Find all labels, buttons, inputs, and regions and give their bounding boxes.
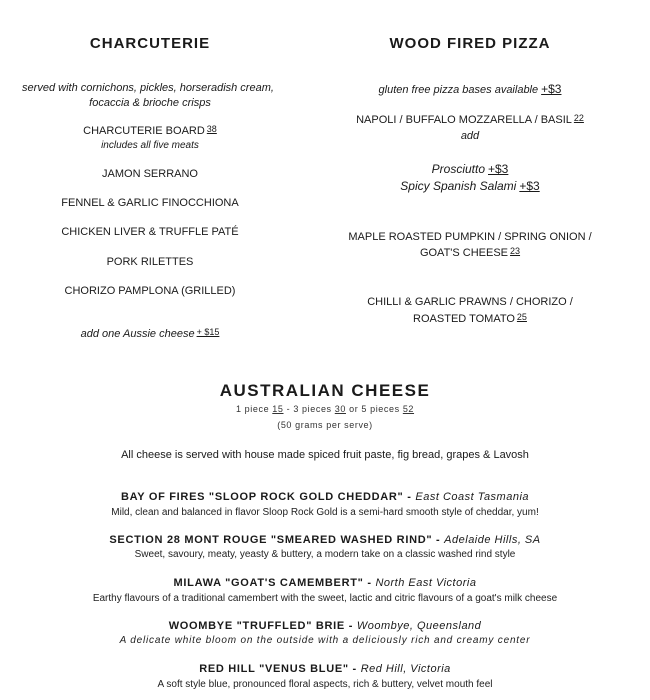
cheese-region: Red Hill, Victoria (360, 663, 451, 675)
gluten-label: gluten free pizza bases available (378, 84, 539, 96)
cheese-item-name (0, 661, 650, 677)
cheese-name: RED HILL "VENUS BLUE" - (199, 663, 357, 675)
cheese-item-name (0, 575, 650, 591)
cheese-pricing (0, 401, 650, 417)
cheese-name: SECTION 28 MONT ROUGE "SMEARED WASHED RIND" - (109, 534, 441, 546)
cheese-region: Adelaide Hills, SA (444, 534, 541, 546)
charcuterie-heading: CHARCUTERIE (89, 35, 211, 52)
item-name: NAPOLI / BUFFALO MOZZARELLA / BASIL (356, 114, 572, 126)
pricing-label: or 5 pieces (349, 404, 400, 414)
gluten-free-note (310, 81, 630, 98)
extra-salami (310, 178, 630, 194)
cheese-item-name (0, 532, 650, 548)
item-name: CHARCUTERIE BOARD (83, 125, 205, 137)
item-price: 38 (206, 124, 217, 134)
addon-label: add one Aussie cheese (80, 328, 195, 340)
item-name: GOAT'S CHEESE (419, 247, 509, 259)
extra-prosciutto (310, 161, 630, 177)
board-note: includes all five meats (101, 140, 199, 151)
cheese-name: WOOMBYE "TRUFFLED" BRIE - (168, 620, 354, 632)
menu-item-charcuterie-board (0, 123, 300, 139)
menu-item: FENNEL & GARLIC FINOCCHIONA (61, 197, 239, 209)
addon-price: + $15 (196, 327, 220, 337)
cheese-region: East Coast Tasmania (415, 491, 530, 503)
cheese-item-desc: Earthy flavours of a traditional camembert with the sweet, lactic and citric flavours of a goat's milk cheese (92, 593, 558, 604)
cheese-name: MILAWA "GOAT'S CAMEMBERT" - (173, 577, 372, 589)
extra-label: Spicy Spanish Salami (400, 179, 517, 193)
extra-price: +$3 (519, 179, 540, 193)
charcuterie-served-line1: served with cornichons, pickles, horseradish cream, (22, 82, 274, 94)
cheese-region: North East Victoria (375, 577, 477, 589)
cheese-item-name (0, 618, 650, 634)
menu-item-napoli (310, 112, 630, 128)
cheese-name: BAY OF FIRES "SLOOP ROCK GOLD CHEDDAR" - (120, 491, 412, 503)
menu-item-prawns-line1: CHILLI & GARLIC PRAWNS / CHORIZO / (367, 296, 573, 308)
cheese-item-name (0, 489, 650, 505)
cheese-item-desc: A delicate white bloom on the outside with a deliciously rich and creamy center (119, 635, 531, 646)
cheese-item-desc: Sweet, savoury, meaty, yeasty & buttery, a modern take on a classic washed rind style (134, 549, 516, 560)
menu-item-pumpkin-line1: MAPLE ROASTED PUMPKIN / SPRING ONION / (348, 231, 592, 243)
menu-item: CHORIZO PAMPLONA (GRILLED) (64, 285, 236, 297)
pricing-label: - 3 pieces (286, 404, 332, 414)
serve-size: (50 grams per serve) (277, 420, 373, 430)
pricing-value: 15 (272, 404, 284, 414)
charcuterie-served-line2: focaccia & brioche crisps (89, 97, 211, 109)
item-price: 25 (516, 312, 527, 322)
menu-item: CHICKEN LIVER & TRUFFLE PATÉ (61, 226, 239, 238)
extra-price: +$3 (488, 162, 509, 176)
menu-item-pumpkin-line2 (310, 245, 630, 261)
menu-item: JAMON SERRANO (102, 168, 198, 180)
item-name: ROASTED TOMATO (413, 313, 515, 325)
menu-item-prawns-line2 (310, 311, 630, 327)
pricing-value: 52 (402, 404, 415, 414)
add-label: add (460, 130, 480, 142)
pricing-value: 30 (334, 404, 346, 414)
item-price: 22 (573, 113, 584, 123)
cheese-addon (0, 326, 300, 342)
cheese-region: Woombye, Queensland (356, 620, 482, 632)
cheese-served-with: All cheese is served with house made spiced fruit paste, fig bread, grapes & Lavosh (121, 449, 529, 461)
pizza-heading: WOOD FIRED PIZZA (389, 35, 551, 52)
pricing-label: 1 piece (235, 404, 270, 414)
cheese-item-desc: Mild, clean and balanced in flavor Sloop Rock Gold is a semi-hard smooth style of cheddar, yum! (111, 507, 539, 518)
menu-item: PORK RILETTES (106, 256, 194, 268)
gluten-price: +$3 (541, 82, 562, 96)
item-price: 23 (510, 246, 521, 256)
cheese-heading: AUSTRALIAN CHEESE (219, 381, 431, 400)
extra-label: Prosciutto (431, 162, 485, 176)
cheese-item-desc: A soft style blue, pronounced floral aspects, rich & buttery, velvet mouth feel (157, 679, 493, 690)
